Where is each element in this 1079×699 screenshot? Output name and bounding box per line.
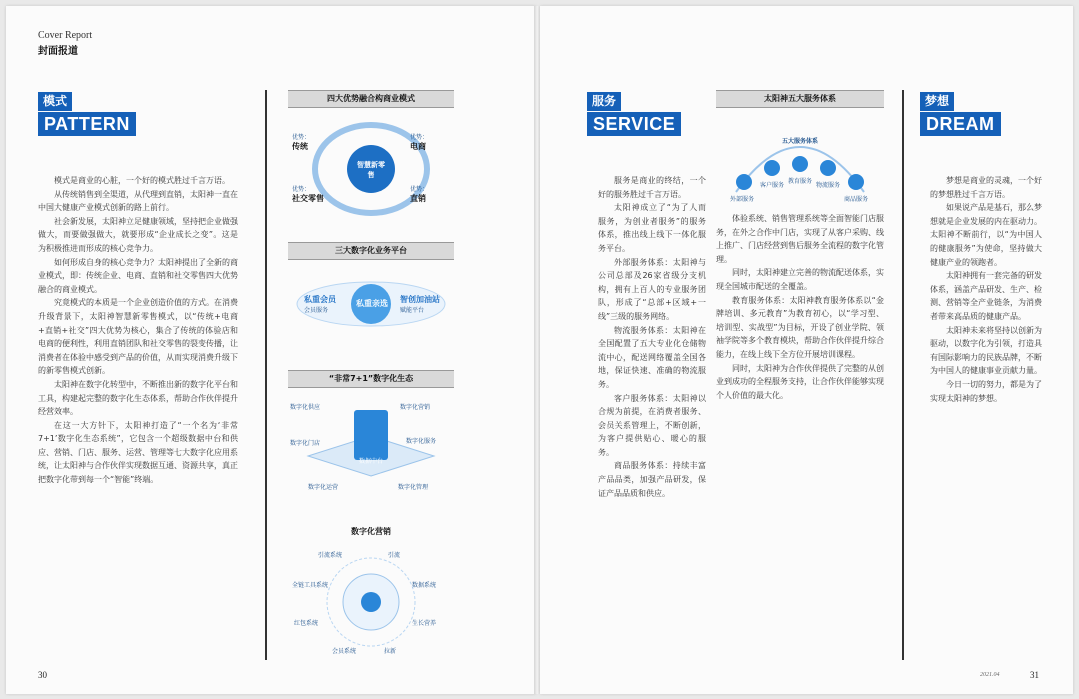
node-service: 数字化服务 <box>406 438 437 445</box>
node: 红包系统 <box>294 620 319 627</box>
node: 拉新 <box>384 648 397 655</box>
node-education: 教育服务 <box>788 178 813 185</box>
node-label: 传统 <box>292 142 308 151</box>
figure-title: 数字化营销 <box>351 527 391 536</box>
node-operation: 数字化运营 <box>308 484 339 491</box>
node-station <box>400 294 440 314</box>
paragraph: 太阳神未来将坚持以创新为驱动，以数字化为引领，打造具有国际影响力的民族品牌，不断为中国人的健康事业贡献力量。 <box>930 325 1042 376</box>
node-label: 智创加油站 <box>400 295 440 304</box>
node-logistics: 物流服务 <box>816 182 841 189</box>
section-cn: 模式 <box>38 92 72 111</box>
service-system-diagram <box>716 112 884 208</box>
issue-date: 2021.04 <box>980 672 1000 678</box>
paragraph: 商品服务体系：持续丰富产品品类，加强产品研发，保证产品品质和供应。 <box>598 461 706 498</box>
node-customer: 客户服务 <box>760 182 785 189</box>
paragraph: 究竟模式的本质是一个企业创造价值的方式。在消费升级背景下，太阳神智慧新零售模式，以“传统+电商+直销+社交”四大优势为核心，集合了传统的体验店和电商的便利性，利用直销团队和社交零售的裂变传播，让消费者在体验中感受到产品的价值，从而实现消费升级下的新零售模式创新。 <box>38 298 238 376</box>
business-model-diagram <box>288 114 454 224</box>
node-tag: 优势： <box>410 134 429 141</box>
platform-diagram <box>288 264 454 344</box>
paragraph: 今日一切的努力，都是为了实现太阳神的梦想。 <box>930 379 1042 403</box>
node: 全链工具系统 <box>292 582 329 589</box>
paragraph: 体验系统、销售管理系统等全面智能门店服务，在外之合作中门店，实现了从客户采购、线上推广、门店经营到售后服务全流程的数字化管理。 <box>716 214 884 264</box>
paragraph: 如果说产品是基石，那么梦想就是企业发展的内在驱动力。太阳神不断前行，以“为中国人的健康服务”为使命，坚持做大健康产业的领跑者。 <box>930 203 1042 267</box>
node-traditional <box>292 132 310 152</box>
paragraph: 在这一大方针下，太阳神打造了“一个名为‘非常7+1’数字化生态系统”，它包含一个超级数据中台和供应、营销、门店、服务、运营、管理等七大数字化应用系统，让太阳神与合作伙伴实现数据互通、资源共享，真正把数字化带到每一个“智能”终端。 <box>38 420 238 485</box>
node-store: 数字化门店 <box>290 440 321 447</box>
node: 生长营养 <box>412 620 437 627</box>
figure-title: 太阳神五大服务体系 <box>716 90 884 108</box>
figure-title: “非常7+1”数字化生态 <box>288 370 454 388</box>
node-label: 电商 <box>410 142 426 151</box>
paragraph: 服务是商业的终结，一个好的服务胜过千言万语。 <box>598 176 706 199</box>
paragraph: 同时，太阳神为合作伙伴提供了完整的从创业到成功的全程服务支持，让合作伙伴能够实现个人价值的最大化。 <box>716 363 884 400</box>
center-label: 五大服务体系 <box>781 138 818 145</box>
node-marketing: 数字化营销 <box>400 404 431 411</box>
node: 数据系统 <box>412 582 437 589</box>
section-en: SERVICE <box>587 112 681 136</box>
node-management: 数字化管理 <box>398 484 429 491</box>
page-number-right: 31 <box>1030 670 1039 680</box>
paragraph: 物流服务体系：太阳神在全国配置了五大专业化仓储物流中心，配送网络覆盖全国各地，保证快速、准确的物流服务。 <box>598 325 706 389</box>
column-divider <box>265 90 267 660</box>
node-social <box>292 184 324 204</box>
figure-title: 四大优势融合构商业模式 <box>288 90 454 108</box>
figure-title: 三大数字化业务平台 <box>288 242 454 260</box>
paragraph: 同时，太阳神建立完善的物流配送体系，实现全国城市配送的全覆盖。 <box>716 268 884 291</box>
masthead-en: Cover Report <box>38 30 93 41</box>
masthead-cn: 封面报道 <box>38 46 78 57</box>
node: 引流 <box>388 552 401 559</box>
text-column-service-2 <box>716 212 884 654</box>
paragraph: 教育服务体系：太阳神教育服务体系以“金牌培训、多元教育”为教育初心，以“学习型、培训型、实战型”为目标，开设了创业学院、领袖学院等多个教育模块，帮助合作伙伴提升综合能力，在线上线下全方位开展培训课程。 <box>716 295 884 359</box>
text-column-service-1 <box>598 174 706 654</box>
left-page <box>6 6 536 694</box>
section-cn: 服务 <box>587 92 621 111</box>
node-goods: 商品服务 <box>844 196 869 203</box>
section-cn: 梦想 <box>920 92 954 111</box>
marketing-graphic <box>288 542 454 662</box>
paragraph: 太阳神拥有一套完备的研发体系，涵盖产品研发、生产、检测、营销等全产业链条，为消费者带来高品质的健康产品。 <box>930 271 1042 321</box>
section-en: DREAM <box>920 112 1001 136</box>
node-sub: 赋能平台 <box>400 307 425 314</box>
ecosystem-diagram <box>288 392 454 502</box>
node-member <box>304 294 336 314</box>
paragraph: 如何形成自身的核心竞争力？太阳神提出了全新的商业模式，即：传统企业、电商、直销和社交零售四大优势融合的商业模式。 <box>38 257 238 294</box>
paragraph: 从传统销售到全渠道，从代理到直销，太阳神一直在中国大健康产业模式创新的路上前行。 <box>38 189 238 213</box>
paragraph: 客户服务体系：太阳神以合规为前提，在消费者服务、会员关系管理上，不断创新，为客户提供贴心、暖心的服务。 <box>598 393 706 457</box>
node-label: 私重亲选 <box>356 299 388 308</box>
node: 会员系统 <box>332 648 357 655</box>
masthead <box>38 30 92 57</box>
node-supply: 数字化供应 <box>290 404 321 411</box>
node-direct <box>410 184 428 204</box>
section-tag-service <box>587 90 681 136</box>
paragraph: 太阳神在数字化转型中，不断推出新的数字化平台和工具，构建起完整的数字化生态体系，帮助合作伙伴提升经营效率。 <box>38 379 238 417</box>
column-divider <box>902 90 904 660</box>
section-tag-dream <box>920 90 1001 136</box>
text-column-dream <box>930 174 1042 654</box>
node-tag: 优势： <box>410 186 429 193</box>
paragraph: 模式是商业的心脏，一个好的模式胜过千言万语。 <box>54 176 230 185</box>
page-number-left: 30 <box>38 670 47 680</box>
node-sub: 会员服务 <box>304 307 329 314</box>
node-label: 直销 <box>410 194 426 203</box>
node-tag: 优势： <box>292 186 311 193</box>
center-label: 数据中台 <box>358 458 383 465</box>
paragraph: 外部服务体系：太阳神与公司总部及26家省级分支机构，拥有上百人的专业服务团队，形成了“总部+区域+一线”三级的服务网络。 <box>598 257 706 321</box>
node-select <box>352 298 392 309</box>
node-label: 私重会员 <box>304 295 336 304</box>
right-page <box>540 6 1073 694</box>
center-label: 智慧新零售 <box>357 161 385 179</box>
section-en: PATTERN <box>38 112 136 136</box>
node-tag: 优势： <box>292 134 311 141</box>
node-ecommerce <box>410 132 428 152</box>
marketing-diagram <box>288 542 454 662</box>
node-label: 社交零售 <box>292 194 324 203</box>
section-tag-pattern <box>38 90 136 136</box>
node: 引流系统 <box>318 552 343 559</box>
paragraph: 社会新发展，太阳神立足健康领域，坚持把企业做强做大，而要做强做大，就要形成“企业成长之变”。这是为积极推进而形成的核心竞争力。 <box>38 216 238 253</box>
paragraph: 太阳神成立了“为了人而服务，为创业者服务”的服务体系，推出线上线下一体化服务平台。 <box>598 203 706 253</box>
paragraph: 梦想是商业的灵魂，一个好的梦想胜过千言万语。 <box>930 176 1042 199</box>
node-external: 外部服务 <box>730 196 755 203</box>
text-column-left <box>38 174 238 654</box>
